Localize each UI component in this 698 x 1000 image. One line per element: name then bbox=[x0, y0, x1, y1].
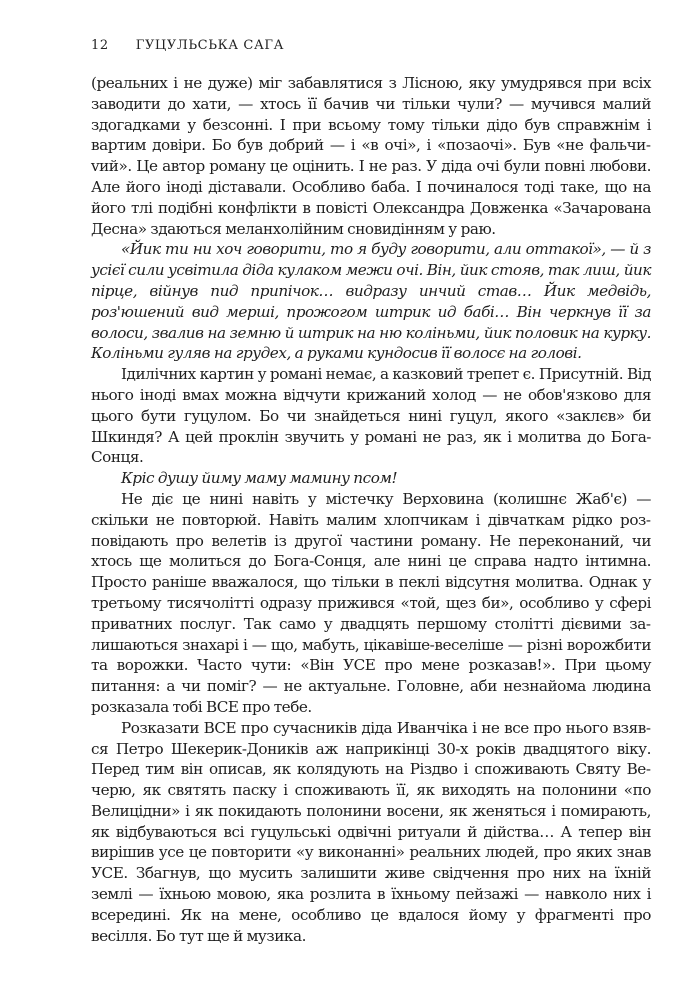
running-head bbox=[91, 38, 651, 53]
book-title: ГУЦУЛЬСЬКА САГА bbox=[135, 38, 285, 53]
body-text bbox=[91, 73, 651, 946]
paragraph: (реальних і не дуже) міг забавлятися з Лісною, яку умудрявся при всіх заводити до хати, — хтось її бачив чи тільки чули? — мучився малий здогадками у безсонні. І при всьому тому тільки дідо був справжнім і вартим довіри. Бо був добрий — і «в очі», і «позаочі». Був «не фальчиvий». Це автор роману це оцінить. І не раз. У діда очі були повні любови. Але його іноді діставали. Особливо баба. І починалося тоді таке, що на його тлі подібні конфлікти в повісті Олександра Довженка «Зачарована Десна» здаються меланхолійним сновидінням у раю. bbox=[91, 74, 651, 238]
paragraph: Не діє це нині навіть у містечку Верховина (колишнє Жаб'є) — скільки не повторюй. Навіть малим хлопчикам і дівчаткам рідко розповідають про велетів із другої частини роману. Не переконаний, чи хтось ще молиться до Бога-Сонця, але нині це справа надто інтимна. Просто раніше вважалося, що тільки в пеклі відсутня молитва. Однак у третьому тисячолітті одразу прижився «той, щез би», особливо у сфері приватних послуг. Так само у двадцять першому столітті дієвими залишаються знахарі і — що, мабуть, цікавіше-веселіше — різні ворожбити та ворожки. Часто чути: «Він УСЕ про мене розказав!». При цьому питання: а чи поміг? — не актуальне. Головне, аби незнайома людина розказала тобі ВСЕ про тебе. bbox=[91, 489, 651, 716]
dialect-quote: «Йик ти ни хоч говорити, то я буду говорити, али оттакої», — й з усієї сили усвітила діда кулаком межи очі. Він, йик стояв, так лиш, йик пірце, війнув пид припічок… видразу инчий став… Йик медвідь, роз'юшений вид мерші, прожогом штрик ид бабі… Він черкнув її за волоси, звалив на земню й штрик на ню коліньми, йик половик на курку. Коліньми гуляв на грудех, а руками кундосив її волосє на голові. bbox=[91, 240, 651, 363]
paragraph: Розказати ВСЕ про сучасників діда Иванчіка і не все про нього взявся Петро Шекерик-Доників аж наприкінці 30-х років двадцятого віку. Перед тим він описав, як колядують на Різдво і споживають Святу Вечерю, як святять паску і споживають її, як виходять на полонини «по Велицідни» і як покидають полонини восени, як женяться і помирають, як відбуваються всі гуцульські одвічні ритуали й дійства… А тепер він вирішив усе це повторити «у виконанні» реальних людей, про яких знав УСЕ. Збагнув, що мусить залишити живе свідчення про них на їхній землі — їхньою мовою, яка розлита в їхньому пейзажі — навколо них і всередині. Як на мене, особливо це вдалося йому у фрагменті про весілля. Бо тут ще й музика. bbox=[91, 718, 651, 945]
page-number: 12 bbox=[91, 38, 109, 53]
curse-quote: Кріс душу йиму маму мамину псом! bbox=[121, 469, 398, 488]
paragraph: Ідилічних картин у романі немає, а казковий трепет є. Присутній. Від нього іноді вмах можна відчути крижаний холод — не обов'язково для цього бути гуцулом. Бо чи знайдеться нині гуцул, якого «заклєв» би Шкиндя? А цей проклін звучить у романі не раз, як і молитва до Бога-Сонця. bbox=[91, 365, 651, 467]
